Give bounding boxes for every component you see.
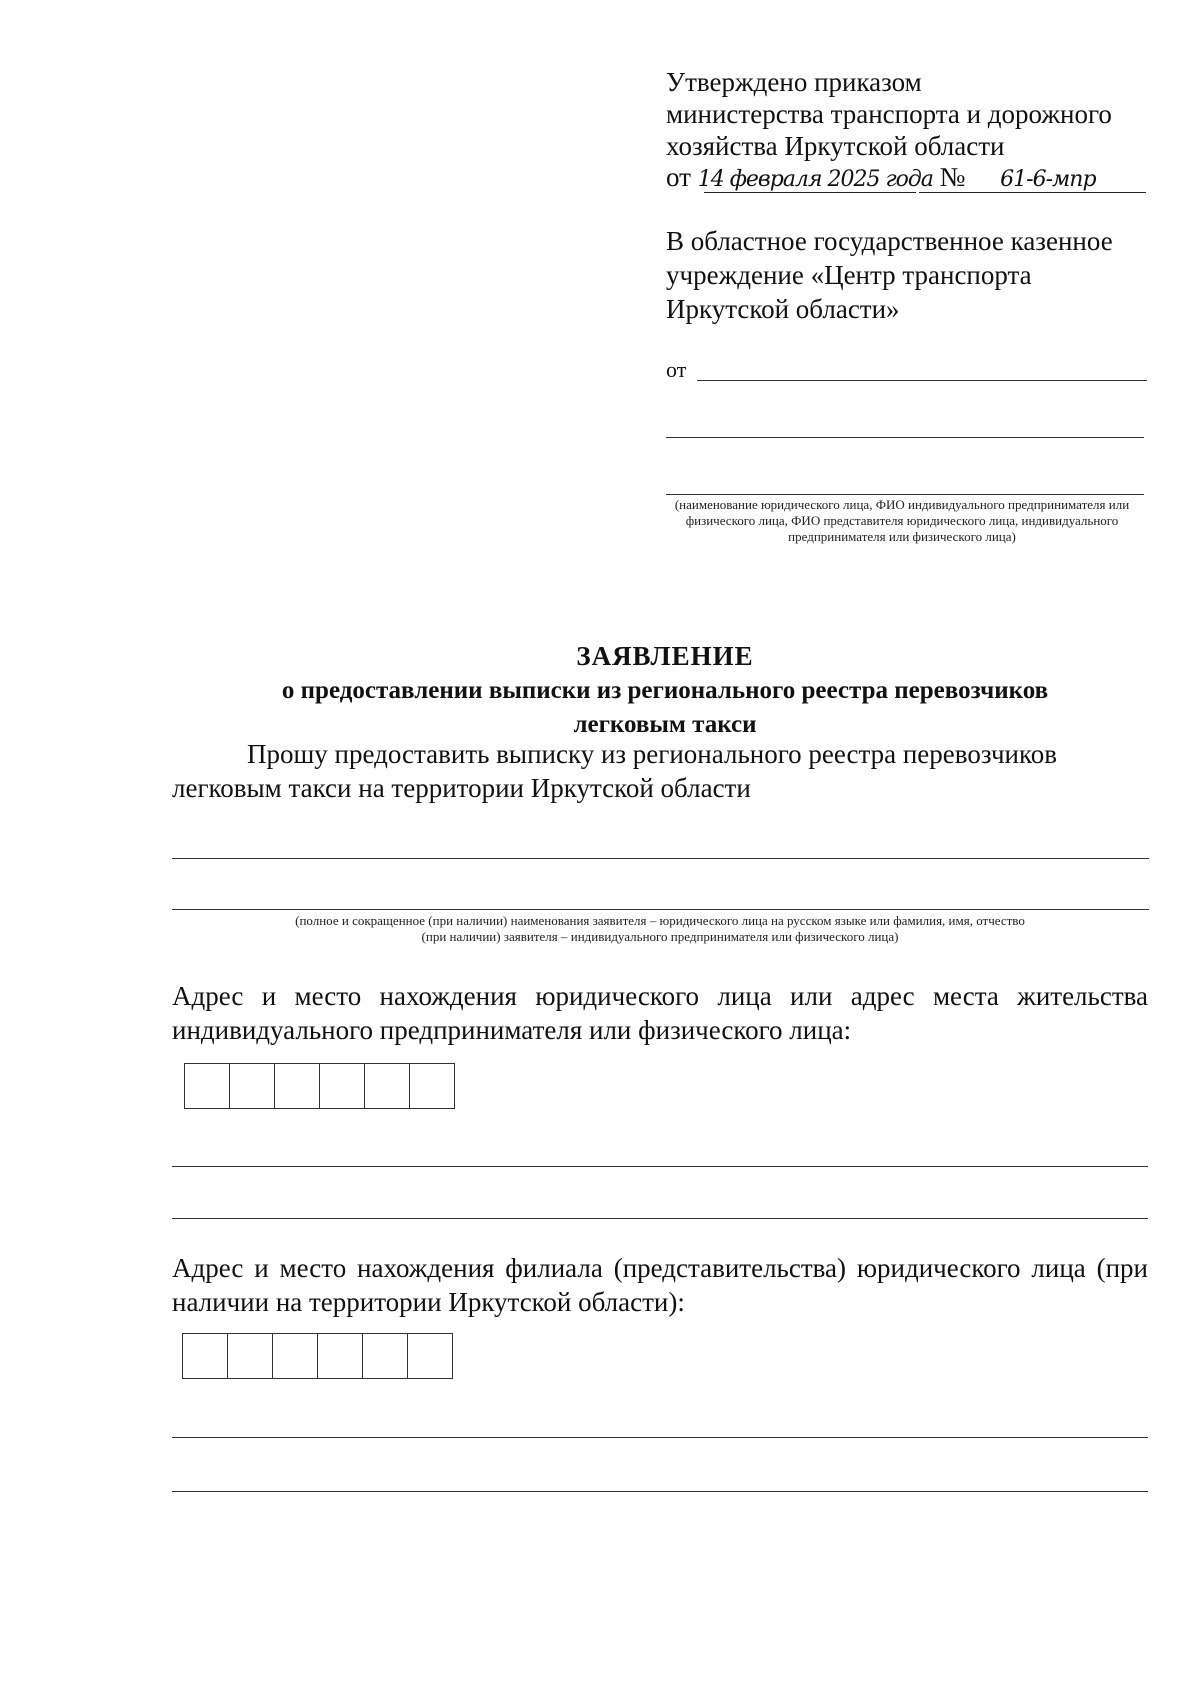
- applicant-field-line-3[interactable]: [666, 494, 1144, 495]
- request-paragraph: [172, 737, 1148, 805]
- from-label: от: [666, 357, 687, 382]
- approval-line: Утверждено приказом: [666, 67, 922, 97]
- order-number-handwritten: 61-6-мпр: [1000, 167, 1096, 192]
- statement-subtitle: [0, 674, 1200, 742]
- postal-code-cell[interactable]: [319, 1063, 365, 1109]
- address-main-label: Адрес и место нахождения юридического лица или адрес места жительства индивидуального предпринимателя или физического лица:: [172, 981, 1148, 1045]
- approval-block: [666, 66, 1112, 162]
- address-branch-line-2[interactable]: [172, 1491, 1148, 1492]
- order-prefix: от: [666, 162, 691, 192]
- postal-code-cell[interactable]: [274, 1063, 320, 1109]
- postal-code-cell[interactable]: [227, 1333, 273, 1379]
- caption-line: (полное и сокращенное (при наличии) наименования заявителя – юридического лица на русском языке или фамилия, имя, отчество: [295, 913, 1025, 928]
- applicant-field-line-1[interactable]: [697, 380, 1147, 381]
- approval-line: хозяйства Иркутской области: [666, 131, 1005, 161]
- applicant-name-line-2[interactable]: [172, 909, 1149, 910]
- recipient-line: учреждение «Центр транспорта: [666, 260, 1032, 290]
- order-number-underline: [919, 192, 1146, 193]
- postal-code-boxes[interactable]: [184, 1063, 455, 1109]
- address-main-line-2[interactable]: [172, 1218, 1148, 1219]
- applicant-field-line-2[interactable]: [666, 437, 1144, 438]
- postal-code-cell[interactable]: [229, 1063, 275, 1109]
- approval-line: министерства транспорта и дорожного: [666, 99, 1112, 129]
- statement-subtitle-line: о предоставлении выписки из регионального реестра перевозчиков: [281, 677, 1049, 704]
- postal-code-cell[interactable]: [409, 1063, 455, 1109]
- postal-code-cell[interactable]: [272, 1333, 318, 1379]
- request-line: легковым такси на территории Иркутской области: [172, 773, 751, 803]
- statement-title: ЗАЯВЛЕНИЕ: [576, 641, 754, 671]
- branch-postal-code-boxes[interactable]: [182, 1333, 453, 1379]
- applicant-name-caption: [172, 913, 1148, 945]
- recipient-block: [666, 224, 1113, 326]
- order-date-underline: [704, 192, 916, 193]
- applicant-name-line-1[interactable]: [172, 858, 1149, 859]
- address-main-line-1[interactable]: [172, 1166, 1148, 1167]
- caption-line: (при наличии) заявителя – индивидуального предпринимателя или физического лица): [421, 929, 899, 944]
- address-branch-line-1[interactable]: [172, 1437, 1148, 1438]
- postal-code-cell[interactable]: [407, 1333, 453, 1379]
- postal-code-cell[interactable]: [317, 1333, 363, 1379]
- order-date-handwritten: 14 февраля 2025 года: [697, 167, 933, 192]
- order-number-sign: №: [939, 162, 966, 192]
- postal-code-cell[interactable]: [184, 1063, 230, 1109]
- request-line: Прошу предоставить выписку из регионального реестра перевозчиков: [247, 739, 1057, 769]
- postal-code-cell[interactable]: [362, 1333, 408, 1379]
- address-branch-label: Адрес и место нахождения филиала (представительства) юридического лица (при наличии на территории Иркутской области):: [172, 1253, 1148, 1317]
- applicant-caption: (наименование юридического лица, ФИО индивидуального предпринимателя или физического лица, ФИО представителя юридического лица, индивидуального предпринимателя или физического лица): [674, 497, 1130, 544]
- postal-code-cell[interactable]: [182, 1333, 228, 1379]
- recipient-line: Иркутской области»: [666, 294, 900, 324]
- order-reference: [666, 162, 1146, 198]
- postal-code-cell[interactable]: [364, 1063, 410, 1109]
- recipient-line: В областное государственное казенное: [666, 226, 1113, 256]
- statement-subtitle-line: легковым такси: [573, 711, 757, 738]
